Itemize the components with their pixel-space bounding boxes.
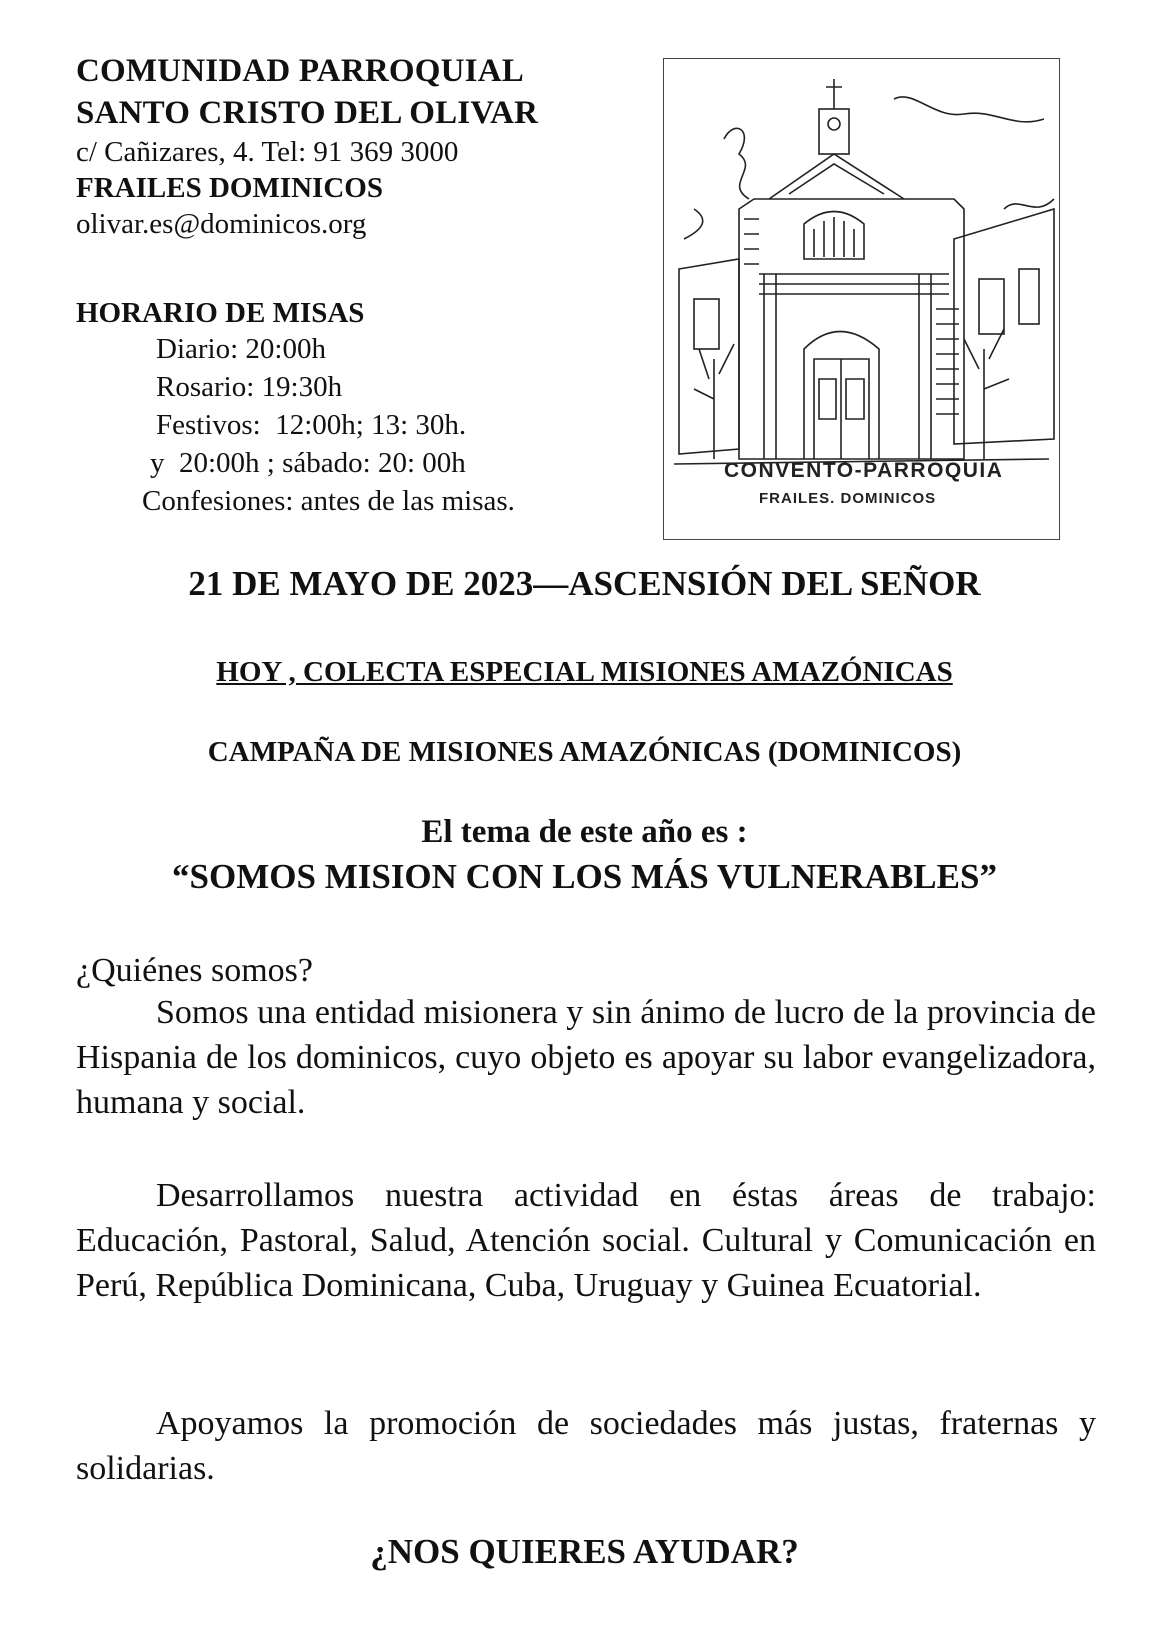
- paragraph-mission: Somos una entidad misionera y sin ánimo de lucro de la provincia de Hispania de los dominicos, cuyo objeto es apoyar su labor evangelizadora, humana y social.: [76, 994, 1096, 1121]
- mass-line-rosary: Rosario: 19:30h: [156, 371, 343, 403]
- church-drawing: [664, 59, 1059, 539]
- mass-schedule-title: HORARIO DE MISAS: [76, 297, 365, 329]
- parish-header: [76, 50, 636, 242]
- parish-name: SANTO CRISTO DEL OLIVAR: [76, 95, 539, 131]
- theme-intro: El tema de este año es :: [421, 814, 748, 850]
- sketch-caption: CONVENTO-PARROQUIA: [724, 459, 1004, 482]
- parish-address: c/ Cañizares, 4. Tel: 91 369 3000: [76, 136, 459, 168]
- campaign-title: CAMPAÑA DE MISIONES AMAZÓNICAS (DOMINICOS): [207, 736, 962, 768]
- contact-email: olivar.es@dominicos.org: [76, 208, 367, 240]
- sketch-subcaption: FRAILES. DOMINICOS: [759, 490, 937, 507]
- help-question: ¿NOS QUIERES AYUDAR?: [370, 1532, 799, 1571]
- paragraph-activity: Desarrollamos nuestra actividad en éstas áreas de trabajo: Educación, Pastoral, Salud, Atención social. Cultural y Comunicación en Perú, República Dominicana, Cuba, Uruguay y Guinea Ecuatorial.: [76, 1177, 1096, 1304]
- mass-line-saturday: y 20:00h ; sábado: 20: 00h: [150, 447, 466, 479]
- community-name: COMUNIDAD PARROQUIAL: [76, 53, 524, 89]
- church-sketch: [663, 58, 1060, 540]
- mass-line-daily: Diario: 20:00h: [156, 333, 326, 365]
- theme-motto: “SOMOS MISION CON LOS MÁS VULNERABLES”: [172, 857, 997, 896]
- mass-line-holidays: Festivos: 12:00h; 13: 30h.: [156, 409, 467, 441]
- who-we-are-heading: ¿Quiénes somos?: [76, 952, 314, 989]
- religious-order: FRAILES DOMINICOS: [76, 172, 383, 204]
- paragraph-promotion: Apoyamos la promoción de sociedades más justas, fraternas y solidarias.: [76, 1405, 1096, 1487]
- collection-notice: HOY , COLECTA ESPECIAL MISIONES AMAZÓNICAS: [216, 656, 953, 688]
- mass-line-confessions: Confesiones: antes de las misas.: [142, 485, 515, 517]
- date-title: 21 DE MAYO DE 2023—ASCENSIÓN DEL SEÑOR: [188, 564, 981, 603]
